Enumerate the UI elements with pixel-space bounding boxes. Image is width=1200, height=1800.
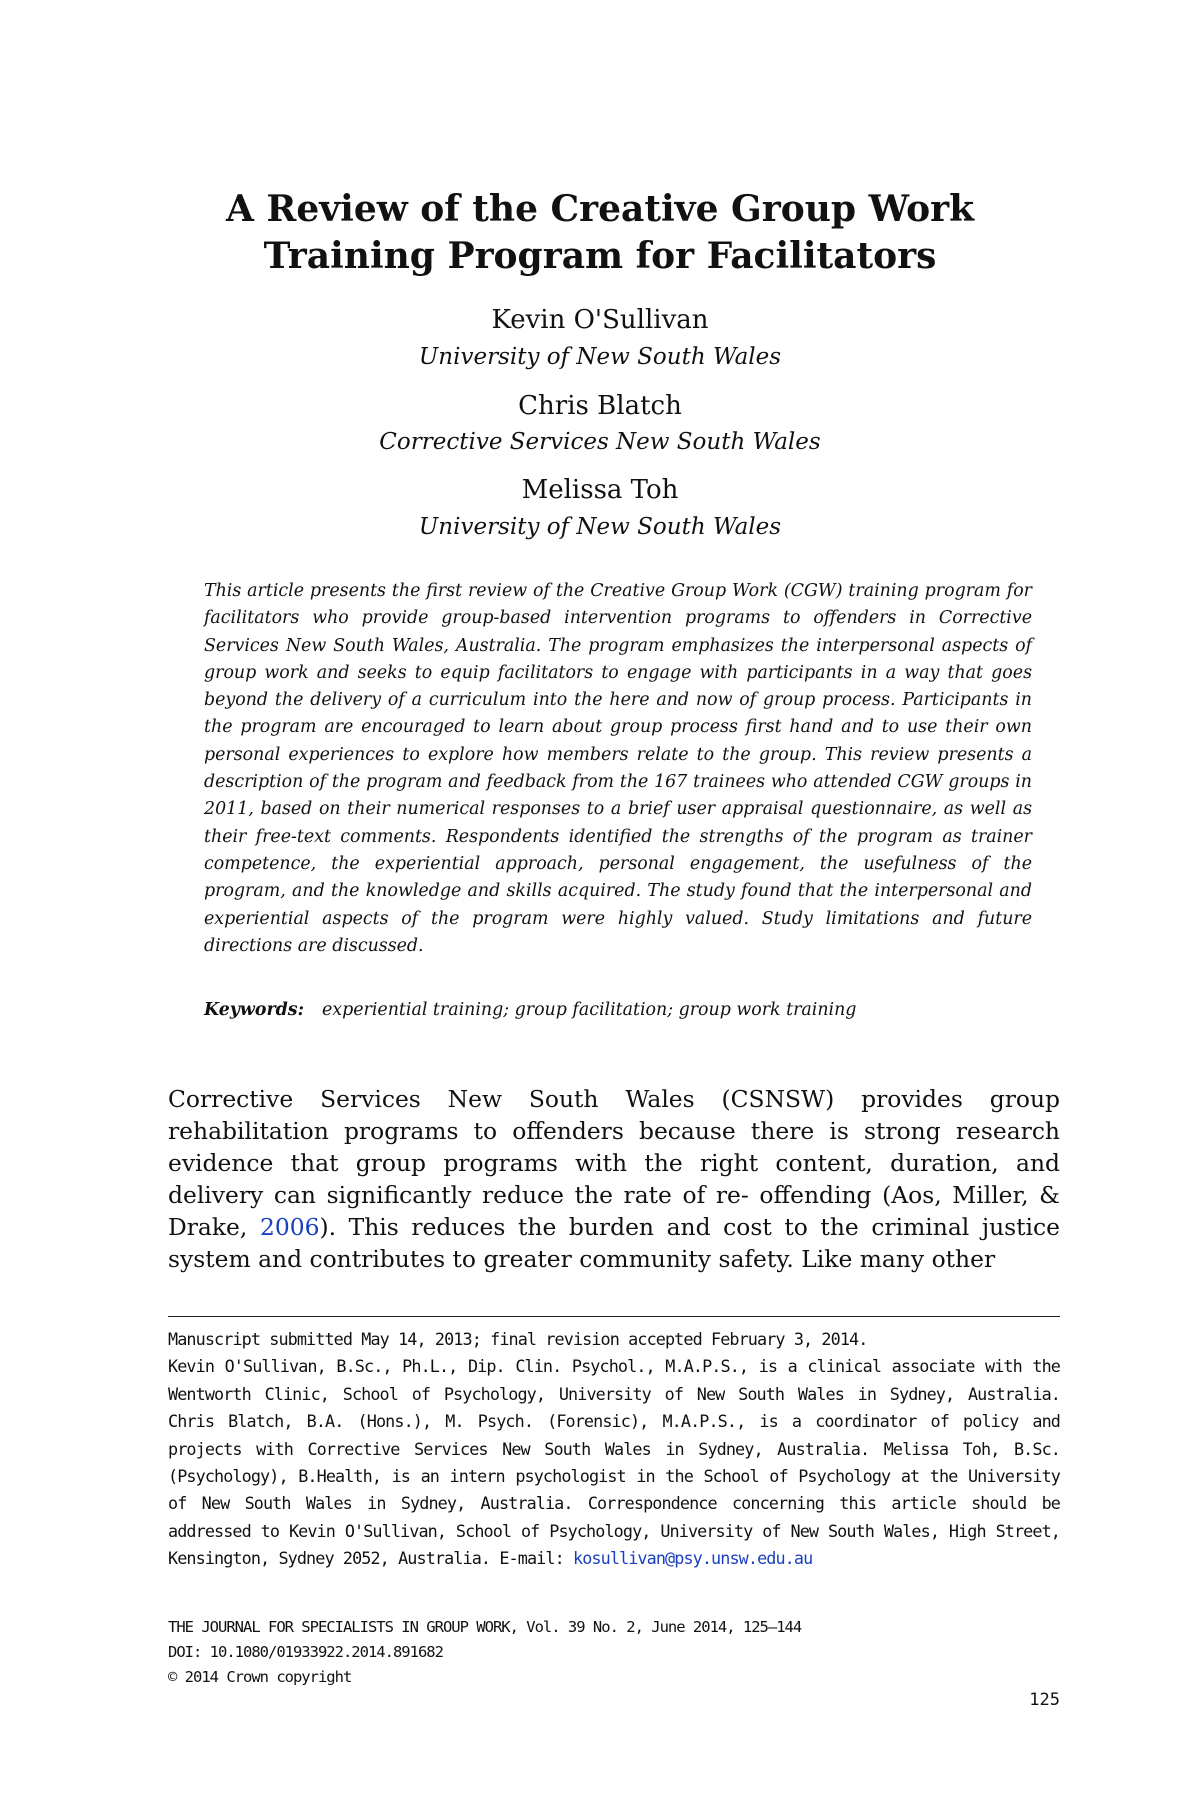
keywords-list: experiential training; group facilitation; group work training (322, 1000, 857, 1020)
email-link[interactable]: kosullivan@psy.unsw.edu.au (573, 1548, 813, 1569)
abstract: This article presents the first review of the Creative Group Work (CGW) training program for facilitators who provide group-based intervention programs to offenders in Corrective Services New South Wales, Australia. The program emphasizes the interpersonal aspects of group work and seeks to equip facilitators to engage with participants in a way that goes beyond the delivery of a curriculum into the here and now of group process. Participants in the program are encouraged to learn about group process first hand and to use their own personal experiences to explore how members relate to the group. This review presents a description of the program and feedback from the 167 trainees who attended CGW groups in 2011, based on their numerical responses to a brief user appraisal questionnaire, as well as their free-text comments. Respondents identified the strengths of the program as trainer competence, the experiential approach, personal engagement, the usefulness of the program, and the knowledge and skills acquired. The study found that the interpersonal and experiential aspects of the program were highly valued. Study limitations and future directions are discussed. (204, 581, 1032, 956)
article-title (120, 186, 1080, 280)
citation-link[interactable]: 2006 (259, 1213, 320, 1241)
keywords-line (204, 1000, 856, 1020)
author-bios: Kevin O'Sullivan, B.Sc., Ph.L., Dip. Clin. Psychol., M.A.P.S., is a clinical associate with the Wentworth Clinic, School of Psychology, University of New South Wales in Sydney, Australia. Chris Blatch, B.A. (Hons.), M. Psych. (Forensic), M.A.P.S., is a coordinator of policy and projects with Corrective Services New South Wales in Sydney, Australia. Melissa Toh, B.Sc. (Psychology), B.Health, is an intern psychologist in the School of Psychology at the University of New South Wales in Sydney, Australia. Correspondence concerning this article should be addressed to Kevin O'Sullivan, School of Psychology, University of New South Wales, High Street, Kensington, Sydney 2052, Australia. (168, 1356, 1060, 1569)
body-text-start: Corrective Services New South Wales (CSNSW) provides group rehabilitation programs to offenders because there is strong research evidence that group programs with the right content, duration, and delivery can significantly reduce the rate of re- offending (Aos, Miller, & Drake, (168, 1085, 1060, 1241)
author-affiliation: University of New South Wales (418, 344, 782, 370)
journal-info (168, 1615, 801, 1690)
manuscript-dates: Manuscript submitted May 14, 2013; final revision accepted February 3, 2014. (168, 1329, 868, 1349)
body-text-end: ). This reduces the burden and cost to the criminal justice system and contributes to greater community safety. Like many other (168, 1213, 1060, 1273)
page-number: 125 (1029, 1690, 1060, 1710)
author-name: Kevin O'Sullivan (491, 305, 709, 335)
author-name: Melissa Toh (521, 475, 679, 505)
author-affiliation: University of New South Wales (418, 514, 782, 540)
doi: DOI: 10.1080/01933922.2014.891682 (168, 1643, 443, 1661)
email-label: E-mail: (499, 1548, 564, 1569)
author-name: Chris Blatch (518, 391, 682, 421)
body-paragraph (168, 1083, 1060, 1275)
author-affiliation: Corrective Services New South Wales (379, 429, 821, 455)
copyright: © 2014 Crown copyright (168, 1668, 352, 1686)
footnote-divider (168, 1316, 1060, 1317)
title-line-1: A Review of the Creative Group Work (225, 188, 975, 230)
footnote (168, 1326, 1060, 1573)
keywords-label: Keywords: (204, 1000, 305, 1020)
title-line-2: Training Program for Facilitators (263, 235, 937, 277)
journal-citation: THE JOURNAL FOR SPECIALISTS IN GROUP WORK, Vol. 39 No. 2, June 2014, 125–144 (168, 1618, 802, 1636)
